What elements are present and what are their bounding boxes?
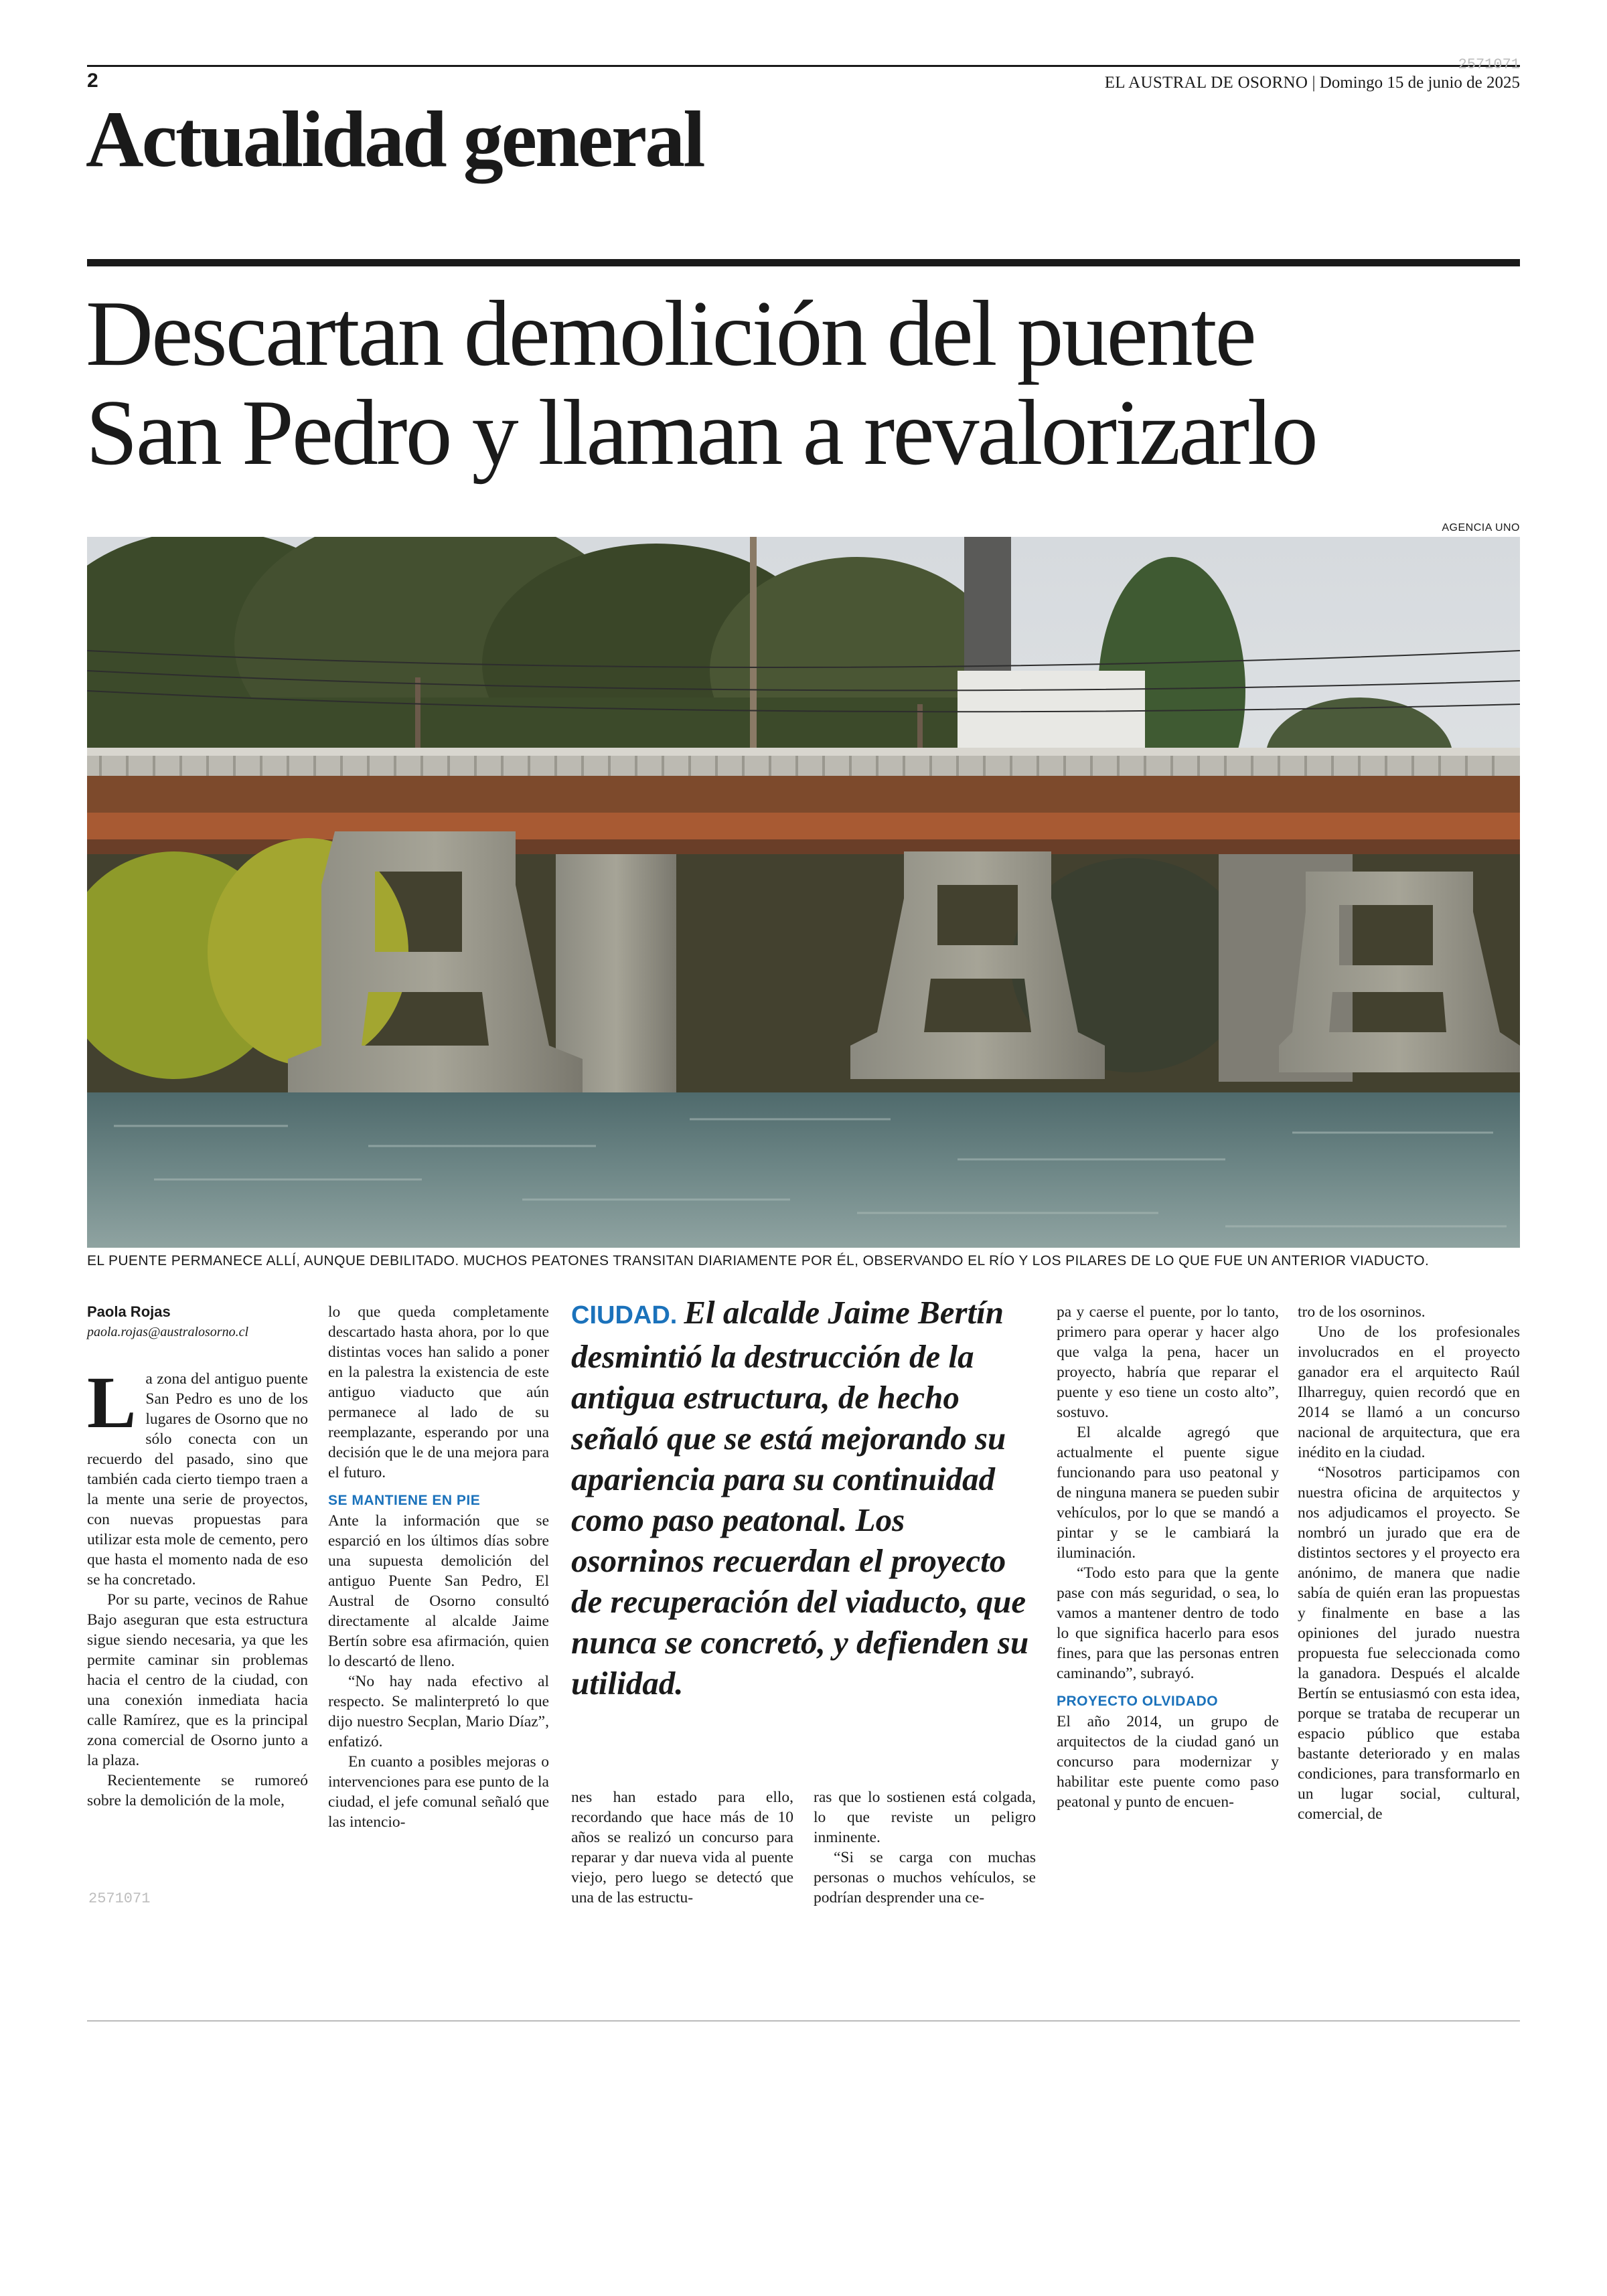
- drop-cap: L: [87, 1362, 137, 1443]
- article-column-4: [814, 1787, 1036, 1908]
- issue-date: | Domingo 15 de junio de 2025: [1312, 74, 1520, 92]
- headline-line-2: San Pedro y llaman a revalorizarlo: [86, 381, 1316, 485]
- old-piers: [288, 831, 1520, 1099]
- bottom-rule: [87, 2020, 1520, 2022]
- paragraph: Uno de los profesionales involucrados en el proyecto ganador era el arquitecto Raúl Ilharreguy, quien recordó que en 2014 se llamó a un concurso nacional de arquitectura, que era inédito en la ciudad.: [1298, 1323, 1520, 1461]
- bridge-illustration: [87, 537, 1520, 1248]
- article-column-6: [1298, 1302, 1520, 1824]
- paragraph: El alcalde agregó que actualmente el puente sigue funcionando para uso peatonal y de ninguna manera se pueden subir vehículos, por lo que se mandó a pintar y se le cambiará la iluminación.: [1057, 1424, 1279, 1562]
- paragraph: “Nosotros participamos con nuestra oficina de arquitectos y nos adjudicamos el proyecto. Se nombró un jurado que era de distintos sectores y el proyecto era anónimo, de manera que nadie sabía de quién eran las propuestas y finalmente en base a las opiniones del jurado nuestra propuesta fue seleccionada como la ganadora. Después el alcalde Bertín se entusiasmó con esta idea, porque se trataba de recuperar un espacio público que estaba bastante deteriorado y en malas condiciones, para transformarlo en un lugar social, cultural, comercial, de: [1298, 1464, 1520, 1823]
- paragraph: Por su parte, vecinos de Rahue Bajo aseguran que esta estructura sigue siendo necesaria, ya que les permite caminar sin problemas hacia el centro de la ciudad, con una conexión inmediata hacia calle Ramírez, que es la principal zona comercial de Osorno junto a la plaza.: [87, 1591, 308, 1769]
- pull-quote-tag: CIUDAD.: [571, 1301, 678, 1329]
- publication-name: EL AUSTRAL DE OSORNO: [1104, 74, 1308, 92]
- paragraph: “Todo esto para que la gente pase con más seguridad, o sea, lo vamos a mantener dentro de todo lo que significa hacerlo para esos fines, para que las personas entren caminando”, subrayó.: [1057, 1564, 1279, 1682]
- watermark-bottom: 2571071: [88, 1890, 151, 1907]
- watermark-top: 2571071: [1458, 56, 1520, 73]
- article-column-2: [328, 1302, 549, 1832]
- section-rule: [87, 259, 1520, 266]
- article-column-5: [1057, 1302, 1279, 1812]
- article-column-3: [571, 1787, 793, 1908]
- top-rule: [87, 65, 1520, 67]
- headline: [86, 284, 1316, 483]
- photo-caption: EL PUENTE PERMANECE ALLÍ, AUNQUE DEBILITADO. MUCHOS PEATONES TRANSITAN DIARIAMENTE POR ÉL, OBSERVANDO EL RÍO Y LOS PILARES DE LO QUE FUE UN ANTERIOR VIADUCTO.: [87, 1253, 1430, 1268]
- paragraph: nes han estado para ello, recordando que hace más de 10 años se realizó un concurso para reparar y dar nueva vida al puente viejo, pero luego se detectó que una de las estructu-: [571, 1789, 793, 1906]
- photo-credit: AGENCIA UNO: [1442, 522, 1520, 534]
- paragraph: pa y caerse el puente, por lo tanto, primero para operar y hacer algo que valga la pena, hacer un proyecto, habría que reparar el puente y eso tiene un costo alto”, sostuvo.: [1057, 1303, 1279, 1421]
- paragraph: El año 2014, un grupo de arquitectos de la ciudad ganó un concurso para modernizar y habilitar este puente como paso peatonal y punto de encuen-: [1057, 1713, 1279, 1811]
- article-column-1: [87, 1302, 308, 1811]
- lead-paragraph: La zona del antiguo puente San Pedro es uno de los lugares de Osorno que no sólo conecta con un recuerdo del pasado, sino que también cada cierto tiempo traen a la mente una serie de proyectos, con nuevas propuestas para utilizar esta mole de cemento, pero que hasta el momento nada de eso se ha concretado.: [87, 1362, 308, 1588]
- author-name: Paola Rojas: [87, 1303, 171, 1320]
- paragraph: “Si se carga con muchas personas o muchos vehículos, se podrían desprender una ce-: [814, 1849, 1036, 1906]
- author-email: paola.rojas@australosorno.cl: [87, 1325, 249, 1339]
- headline-line-1: Descartan demolición del puente: [86, 282, 1255, 386]
- pull-quote: [571, 1292, 1040, 1704]
- bridge-photo: [87, 537, 1520, 1248]
- section-title: Actualidad general: [86, 94, 704, 183]
- paragraph: lo que queda completamente descartado hasta ahora, por lo que distintas voces han salido a poner en la palestra la existencia de este antiguo viaducto que aún permanece al lado de su reemplazante, esperando por una decisión que le de una mejora para el futuro.: [328, 1303, 549, 1481]
- paragraph: ras que lo sostienen está colgada, lo que reviste un peligro inminente.: [814, 1789, 1036, 1846]
- subheading: PROYECTO OLVIDADO: [1057, 1694, 1219, 1709]
- paragraph: tro de los osorninos.: [1298, 1303, 1426, 1321]
- paragraph: Recientemente se rumoreó sobre la demolición de la mole,: [87, 1772, 308, 1809]
- pull-quote-text: El alcalde Jaime Bertín desmintió la destrucción de la antigua estructura, de hecho señaló que se está mejorando su apariencia para su continuidad como paso peatonal. Los osorninos recuerdan el proyecto de recuperación del viaducto, que nunca se concretó, y defienden su utilidad.: [571, 1294, 1029, 1702]
- paragraph: “No hay nada efectivo al respecto. Se malinterpretó lo que dijo nuestro Secplan, Mario Díaz”, enfatizó.: [328, 1673, 549, 1750]
- paragraph: Ante la información que se esparció en los últimos días sobre una supuesta demolición del antiguo Puente San Pedro, El Austral de Osorno consultó directamente al alcalde Jaime Bertín sobre esa afirmación, quien lo descartó de lleno.: [328, 1512, 549, 1670]
- header-info: [1105, 74, 1520, 92]
- subheading: SE MANTIENE EN PIE: [328, 1493, 481, 1508]
- paragraph: En cuanto a posibles mejoras o intervenciones para ese punto de la ciudad, el jefe comunal señaló que las intencio-: [328, 1753, 549, 1831]
- page-number: 2: [87, 70, 98, 92]
